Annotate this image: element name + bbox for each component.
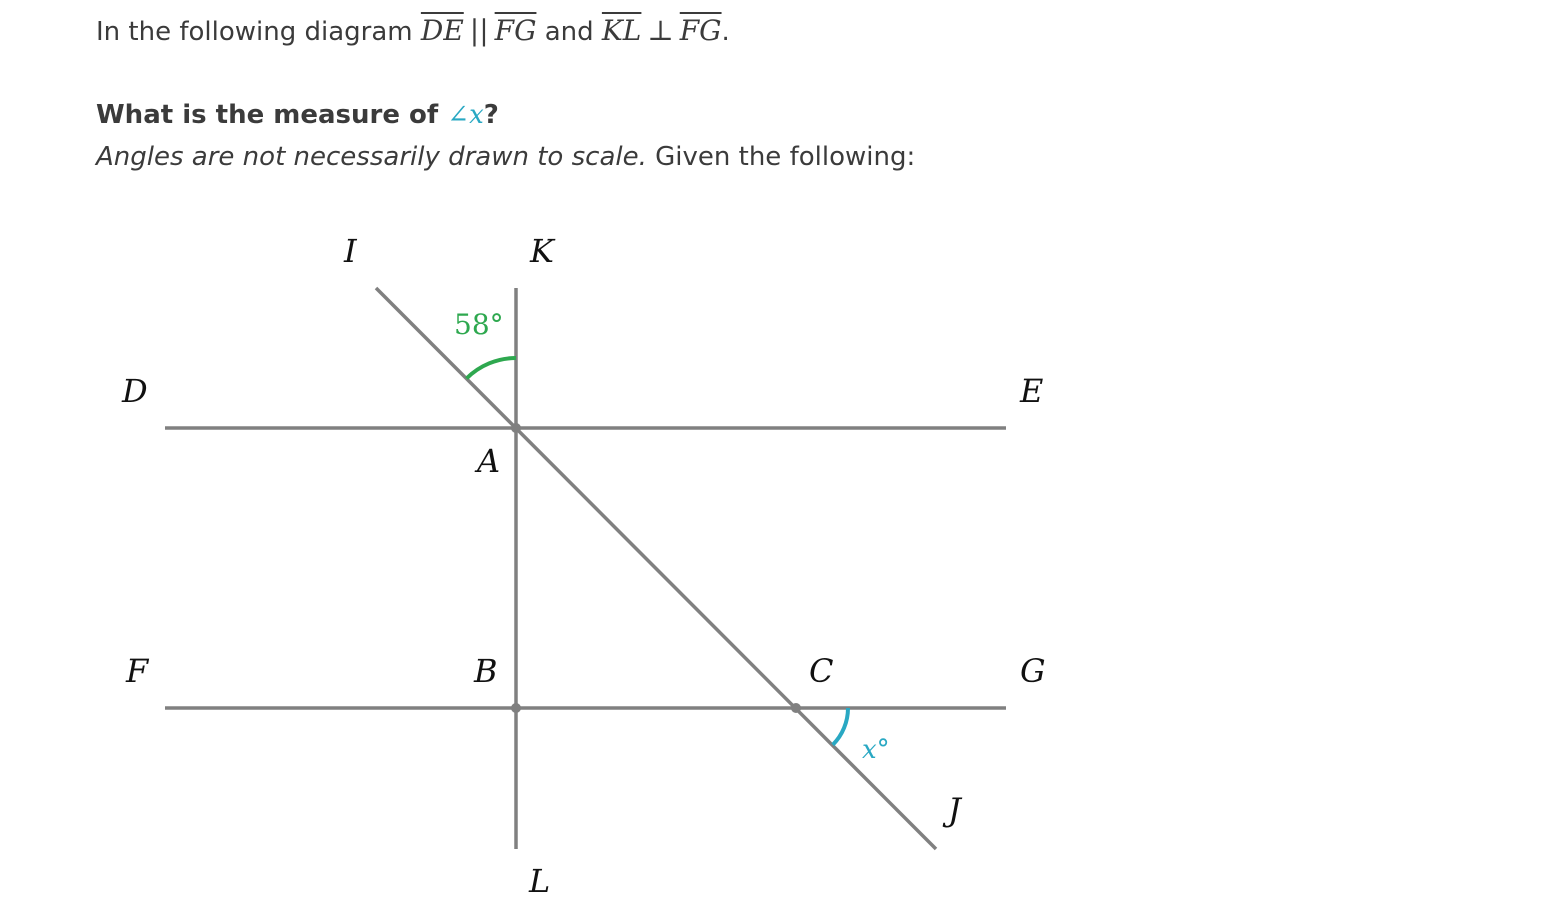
label-b: B <box>474 652 498 690</box>
intro-text: In the following diagram <box>96 17 413 47</box>
point-c <box>791 703 801 713</box>
scale-disclaimer: Angles are not necessarily drawn to scale. <box>96 142 647 172</box>
question-angle: ∠x <box>447 100 484 130</box>
segment-kl: $\overline{KL}$ <box>601 14 642 47</box>
question-suffix: ? <box>483 100 499 130</box>
label-d: D <box>122 372 148 410</box>
segment-fg: $\overline{FG}$ <box>494 14 537 47</box>
given-text: Given the following: <box>655 142 916 172</box>
angle-label-58: 58° <box>454 308 504 341</box>
perpendicular-symbol: ⊥ <box>647 14 674 47</box>
label-g: G <box>1020 652 1046 690</box>
angle-arc-x <box>833 708 848 745</box>
period: . <box>721 17 730 47</box>
label-a: A <box>477 442 501 480</box>
label-i: I <box>344 232 357 270</box>
and-text: and <box>544 17 594 47</box>
point-a <box>511 423 521 433</box>
question-prefix: What is the measure of <box>96 100 439 130</box>
label-l: L <box>529 862 551 900</box>
label-k: K <box>530 232 554 270</box>
label-e: E <box>1020 372 1044 410</box>
parallel-symbol: || <box>469 14 489 47</box>
angle-arc-58 <box>467 358 517 379</box>
label-j: J <box>948 791 961 829</box>
angle-label-x: x° <box>862 735 890 765</box>
label-f: F <box>126 652 149 690</box>
segment-de: $\overline{DE}$ <box>420 14 464 47</box>
point-b <box>511 703 521 713</box>
label-c: C <box>809 652 834 690</box>
line-ij <box>376 288 936 849</box>
segment-fg-2: $\overline{FG}$ <box>679 14 722 47</box>
